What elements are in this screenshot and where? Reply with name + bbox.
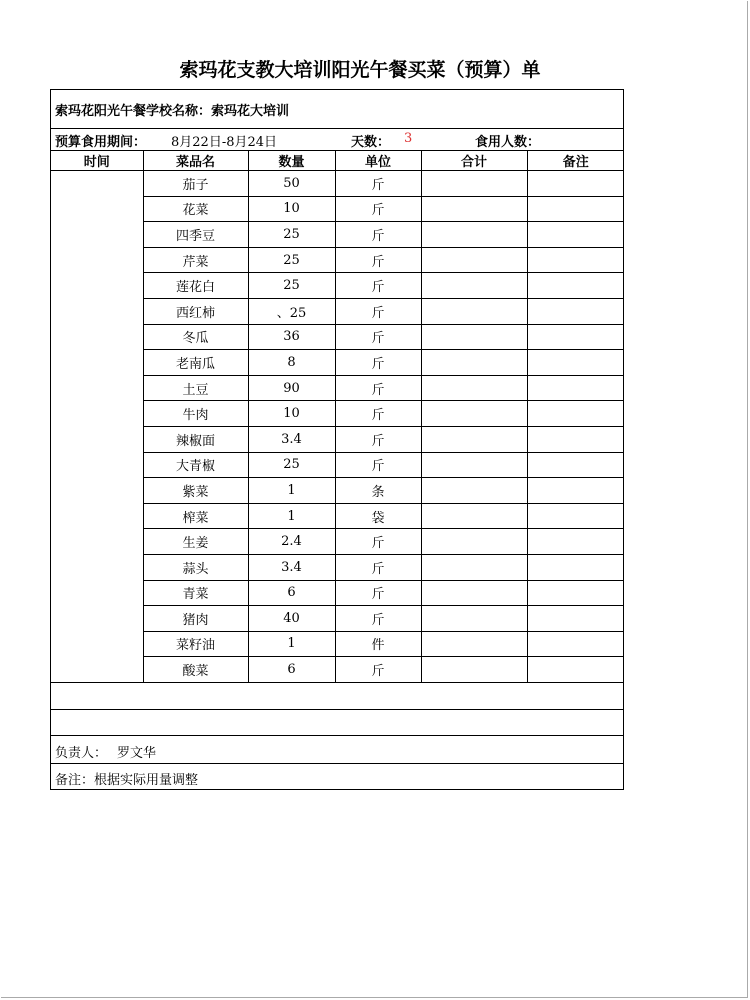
remarks-cell xyxy=(527,503,624,529)
quantity-cell: 25 xyxy=(248,273,335,299)
unit-cell: 斤 xyxy=(335,529,421,555)
remarks-cell xyxy=(527,529,624,555)
unit-cell: 条 xyxy=(335,478,421,504)
col-header-time: 时间 xyxy=(51,151,143,171)
remarks-cell xyxy=(527,478,624,504)
period-value: 8月22日-8月24日 xyxy=(171,135,278,150)
unit-cell: 件 xyxy=(335,631,421,657)
total-cell xyxy=(421,478,527,504)
col-header-dish: 菜品名 xyxy=(143,151,248,171)
quantity-cell: 3.4 xyxy=(248,554,335,580)
unit-cell: 斤 xyxy=(335,273,421,299)
total-cell xyxy=(421,273,527,299)
total-cell xyxy=(421,503,527,529)
total-cell xyxy=(421,529,527,555)
unit-cell: 斤 xyxy=(335,580,421,606)
dish-name-cell: 酸菜 xyxy=(143,657,248,683)
remarks-cell xyxy=(527,222,624,248)
unit-cell: 斤 xyxy=(335,452,421,478)
dish-name-cell: 芹菜 xyxy=(143,247,248,273)
dish-name-cell: 猪肉 xyxy=(143,606,248,632)
dish-name-cell: 莲花白 xyxy=(143,273,248,299)
responsible-label: 负责人： xyxy=(55,746,108,761)
dish-name-cell: 土豆 xyxy=(143,375,248,401)
dish-name-cell: 紫菜 xyxy=(143,478,248,504)
dish-name-cell: 冬瓜 xyxy=(143,324,248,350)
remarks-cell xyxy=(527,580,624,606)
dish-name-cell: 辣椒面 xyxy=(143,426,248,452)
remarks-cell xyxy=(527,606,624,632)
divider xyxy=(51,709,623,710)
table-row xyxy=(51,171,624,197)
remarks-cell xyxy=(527,196,624,222)
quantity-cell: 1 xyxy=(248,478,335,504)
quantity-cell: 50 xyxy=(248,171,335,197)
time-cell xyxy=(51,171,143,683)
dish-name-cell: 牛肉 xyxy=(143,401,248,427)
quantity-cell: 3.4 xyxy=(248,426,335,452)
dish-name-cell: 老南瓜 xyxy=(143,350,248,376)
total-cell xyxy=(421,298,527,324)
total-cell xyxy=(421,631,527,657)
unit-cell: 斤 xyxy=(335,401,421,427)
unit-cell: 斤 xyxy=(335,298,421,324)
unit-cell: 斤 xyxy=(335,554,421,580)
unit-cell: 斤 xyxy=(335,324,421,350)
total-cell xyxy=(421,324,527,350)
unit-cell: 斤 xyxy=(335,196,421,222)
unit-cell: 斤 xyxy=(335,350,421,376)
school-name-line: 索玛花阳光午餐学校名称：索玛花大培训 xyxy=(55,104,290,119)
remarks-cell xyxy=(527,401,624,427)
quantity-cell: 8 xyxy=(248,350,335,376)
quantity-cell: 1 xyxy=(248,631,335,657)
table-header-row xyxy=(51,151,624,171)
dish-name-cell: 花菜 xyxy=(143,196,248,222)
remarks-cell xyxy=(527,247,624,273)
dish-name-cell: 蒜头 xyxy=(143,554,248,580)
divider xyxy=(51,128,623,129)
days-value: 3 xyxy=(404,131,413,146)
remarks-cell xyxy=(527,426,624,452)
dish-name-cell: 大青椒 xyxy=(143,452,248,478)
total-cell xyxy=(421,222,527,248)
remarks-cell xyxy=(527,631,624,657)
remarks-cell xyxy=(527,375,624,401)
remarks-cell xyxy=(527,657,624,683)
quantity-cell: 1 xyxy=(248,503,335,529)
remarks-cell xyxy=(527,350,624,376)
unit-cell: 斤 xyxy=(335,222,421,248)
quantity-cell: 25 xyxy=(248,222,335,248)
col-header-total: 合计 xyxy=(421,151,527,171)
col-header-unit: 单位 xyxy=(335,151,421,171)
total-cell xyxy=(421,606,527,632)
total-cell xyxy=(421,580,527,606)
dish-name-cell: 西红柿 xyxy=(143,298,248,324)
total-cell xyxy=(421,657,527,683)
unit-cell: 斤 xyxy=(335,426,421,452)
remarks-note: 备注：根据实际用量调整 xyxy=(55,773,199,788)
period-label: 预算食用期间： xyxy=(55,135,147,150)
col-header-quantity: 数量 xyxy=(248,151,335,171)
dish-name-cell: 菜籽油 xyxy=(143,631,248,657)
remarks-cell xyxy=(527,171,624,197)
remarks-cell xyxy=(527,298,624,324)
total-cell xyxy=(421,350,527,376)
total-cell xyxy=(421,554,527,580)
quantity-cell: 10 xyxy=(248,401,335,427)
remarks-cell xyxy=(527,324,624,350)
dish-name-cell: 四季豆 xyxy=(143,222,248,248)
purchase-table xyxy=(51,150,624,683)
unit-cell: 斤 xyxy=(335,657,421,683)
unit-cell: 斤 xyxy=(335,171,421,197)
people-label: 食用人数： xyxy=(475,135,541,150)
unit-cell: 斤 xyxy=(335,606,421,632)
divider xyxy=(51,735,623,736)
quantity-cell: 6 xyxy=(248,657,335,683)
unit-cell: 斤 xyxy=(335,247,421,273)
quantity-cell: 40 xyxy=(248,606,335,632)
total-cell xyxy=(421,196,527,222)
quantity-cell: 2.4 xyxy=(248,529,335,555)
quantity-cell: 90 xyxy=(248,375,335,401)
total-cell xyxy=(421,401,527,427)
divider xyxy=(51,763,623,764)
remarks-cell xyxy=(527,554,624,580)
days-label: 天数： xyxy=(351,135,391,150)
quantity-cell: 、25 xyxy=(248,298,335,324)
total-cell xyxy=(421,452,527,478)
total-cell xyxy=(421,171,527,197)
unit-cell: 斤 xyxy=(335,375,421,401)
col-header-remarks: 备注 xyxy=(527,151,624,171)
total-cell xyxy=(421,375,527,401)
unit-cell: 袋 xyxy=(335,503,421,529)
quantity-cell: 6 xyxy=(248,580,335,606)
total-cell xyxy=(421,426,527,452)
dish-name-cell: 生姜 xyxy=(143,529,248,555)
quantity-cell: 25 xyxy=(248,452,335,478)
quantity-cell: 36 xyxy=(248,324,335,350)
page-title: 索玛花支教大培训阳光午餐买菜（预算）单 xyxy=(179,59,541,81)
dish-name-cell: 青菜 xyxy=(143,580,248,606)
remarks-cell xyxy=(527,273,624,299)
budget-form xyxy=(50,89,624,790)
quantity-cell: 25 xyxy=(248,247,335,273)
dish-name-cell: 榨菜 xyxy=(143,503,248,529)
remarks-cell xyxy=(527,452,624,478)
total-cell xyxy=(421,247,527,273)
responsible-value: 罗文华 xyxy=(117,746,157,761)
dish-name-cell: 茄子 xyxy=(143,171,248,197)
quantity-cell: 10 xyxy=(248,196,335,222)
